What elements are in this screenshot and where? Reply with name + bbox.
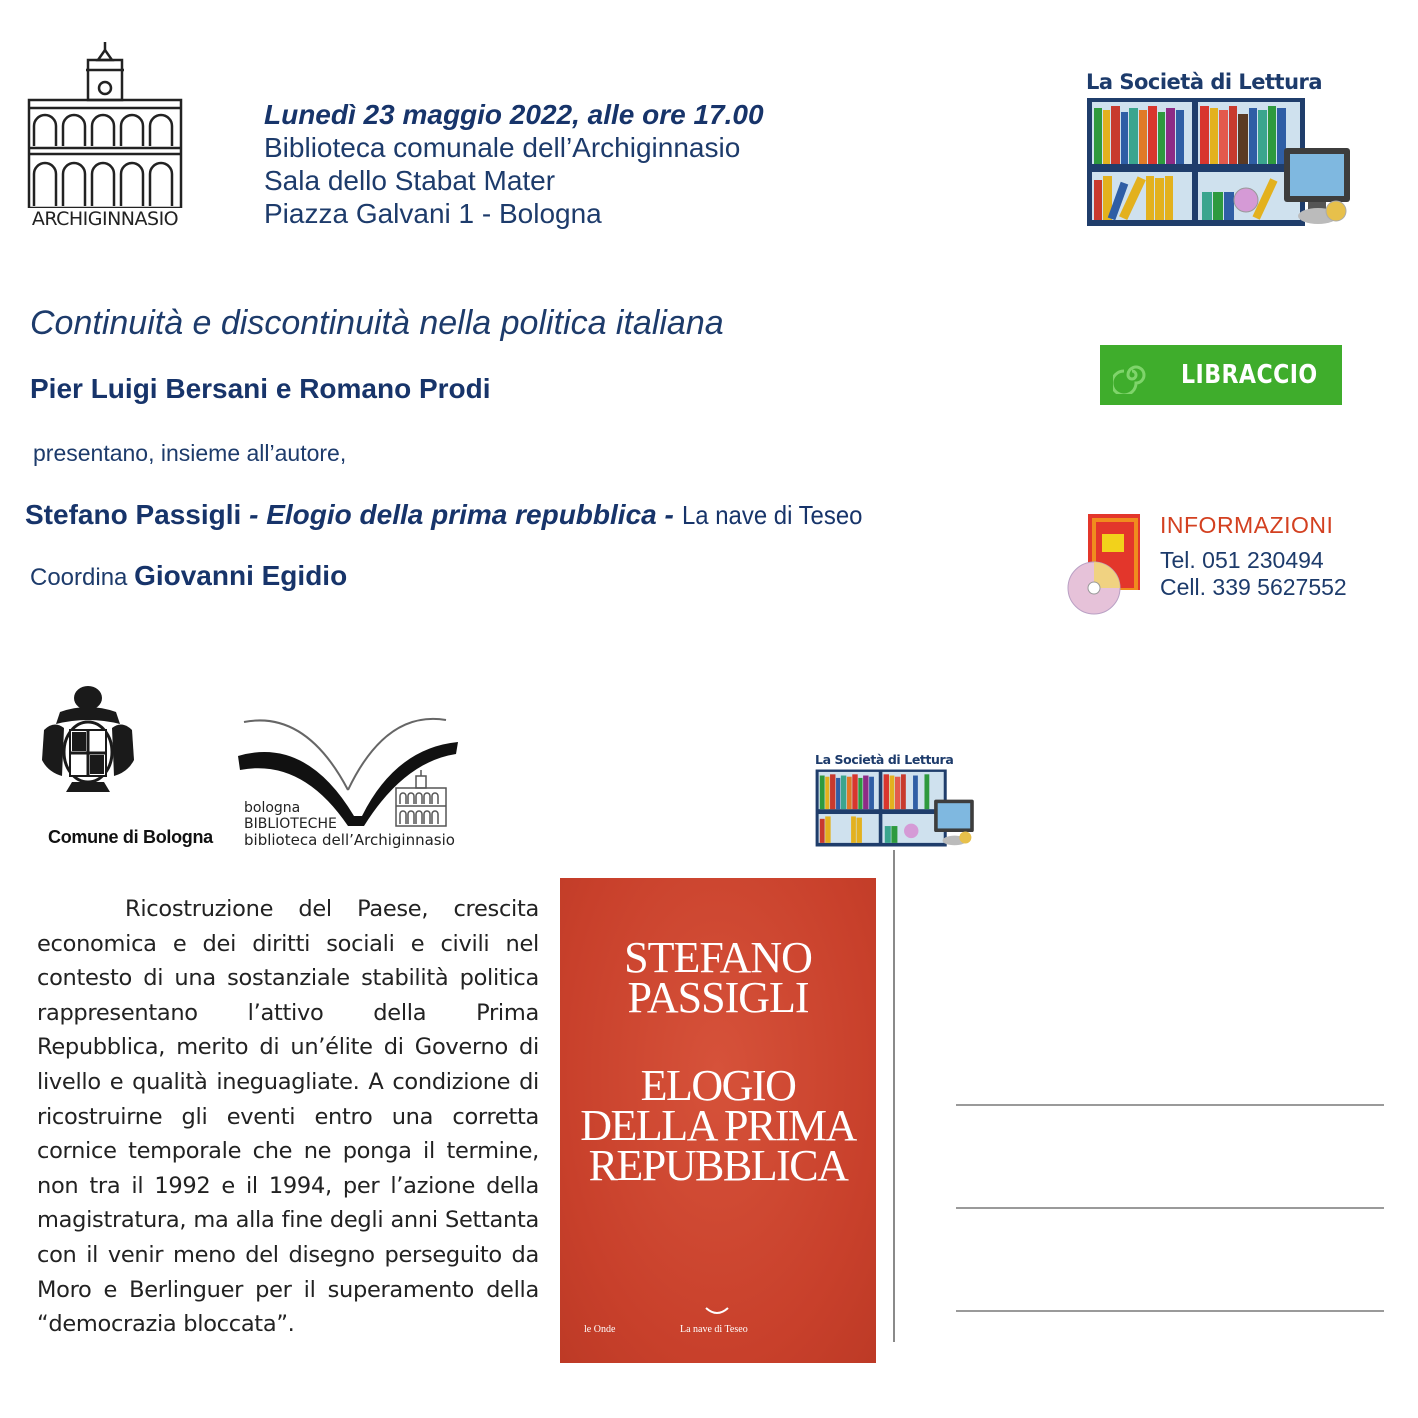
book-sep-2: - [656, 499, 682, 530]
bib-line-2: BIBLIOTECHE [244, 816, 337, 832]
bib-line-3: biblioteca dell’Archiginnasio [244, 831, 455, 849]
event-date: Lunedì 23 maggio 2022, alle ore 17.00 [264, 99, 764, 130]
cover-series: le Onde [584, 1324, 616, 1335]
cover-author-line-1: STEFANO [624, 933, 812, 982]
coordinator-name: Giovanni Egidio [134, 560, 348, 591]
event-address: Piazza Galvani 1 - Bologna [264, 198, 602, 229]
program-presenting: presentano, insieme all’autore, [33, 440, 347, 466]
libraccio-label: LIBRACCIO [1180, 360, 1318, 390]
cover-publisher: La nave di Teseo [680, 1324, 748, 1335]
societa-lettura-title: La Società di Lettura [1086, 70, 1323, 94]
societa-lettura-title-small: La Società di Lettura [815, 752, 954, 767]
cover-ship-icon [704, 1304, 730, 1318]
libraccio-logo [1100, 345, 1342, 405]
biblioteche-label [244, 800, 455, 848]
bookshelf-small-icon [815, 768, 975, 848]
info-cell: Cell. 339 5627552 [1160, 574, 1347, 600]
postcard-divider [893, 850, 895, 1342]
info-title: INFORMAZIONI [1160, 512, 1334, 538]
cover-author [560, 933, 876, 1022]
cover-author-line-2: PASSIGLI [627, 973, 809, 1022]
info-book-cd-icon [1066, 512, 1146, 616]
book-sep-1: - [241, 499, 267, 530]
archiginnasio-logo [26, 40, 184, 232]
address-line-1 [956, 1104, 1384, 1106]
archiginnasio-label: ARCHIGINNASIO [31, 208, 179, 230]
event-info [264, 98, 764, 230]
event-room: Sala dello Stabat Mater [264, 165, 556, 196]
societa-lettura-logo-small [815, 752, 975, 848]
book-title: Elogio della prima repubblica [266, 499, 657, 530]
book-cover [560, 878, 876, 1363]
program-speakers: Pier Luigi Bersani e Romano Prodi [30, 373, 491, 404]
libraccio-spiral-icon [1113, 356, 1151, 394]
event-venue: Biblioteca comunale dell’Archiginnasio [264, 132, 741, 163]
coordinator-line [30, 560, 347, 592]
cover-title [560, 1061, 876, 1190]
info-contacts [1160, 547, 1347, 601]
program-title: Continuità e discontinuità nella politica italiana [30, 304, 724, 342]
info-tel: Tel. 051 230494 [1160, 547, 1324, 573]
book-description: Ricostruzione del Paese, crescita economica e dei diritti sociali e civili nel contesto di una sostanziale stabilità politica rappresentano l’attivo della Prima Repubblica, merito di un’élite di Governo di livello e qualità ineguagliate. A condizione di ricostruirne gli eventi entro una corretta cornice temporale che ne ponga il termine, non tra il 1992 e il 1994, per l’azione della magistratura, ma alla fine degli anni Settanta con il venir meno del disegno perseguito da Moro e Berlinguer per il superamento della “democrazia bloccata”. [37, 896, 539, 1338]
book-line [25, 499, 878, 531]
address-line-2 [956, 1207, 1384, 1209]
cover-title-line-2: DELLA PRIMA [580, 1101, 856, 1150]
book-publisher: La nave di Teseo [681, 500, 863, 530]
archiginnasio-building-icon [26, 40, 184, 208]
cover-title-line-1: ELOGIO [640, 1061, 796, 1110]
comune-crest-icon [40, 684, 136, 798]
comune-label: Comune di Bologna [48, 827, 213, 847]
coordinator-label: Coordina [30, 564, 135, 591]
societa-lettura-logo [1086, 70, 1352, 230]
bookshelf-icon [1086, 96, 1352, 228]
bib-line-1: bologna [244, 800, 301, 816]
cover-title-line-3: REPUBBLICA [588, 1141, 848, 1190]
book-author: Stefano Passigli [25, 499, 242, 530]
address-line-3 [956, 1310, 1384, 1312]
